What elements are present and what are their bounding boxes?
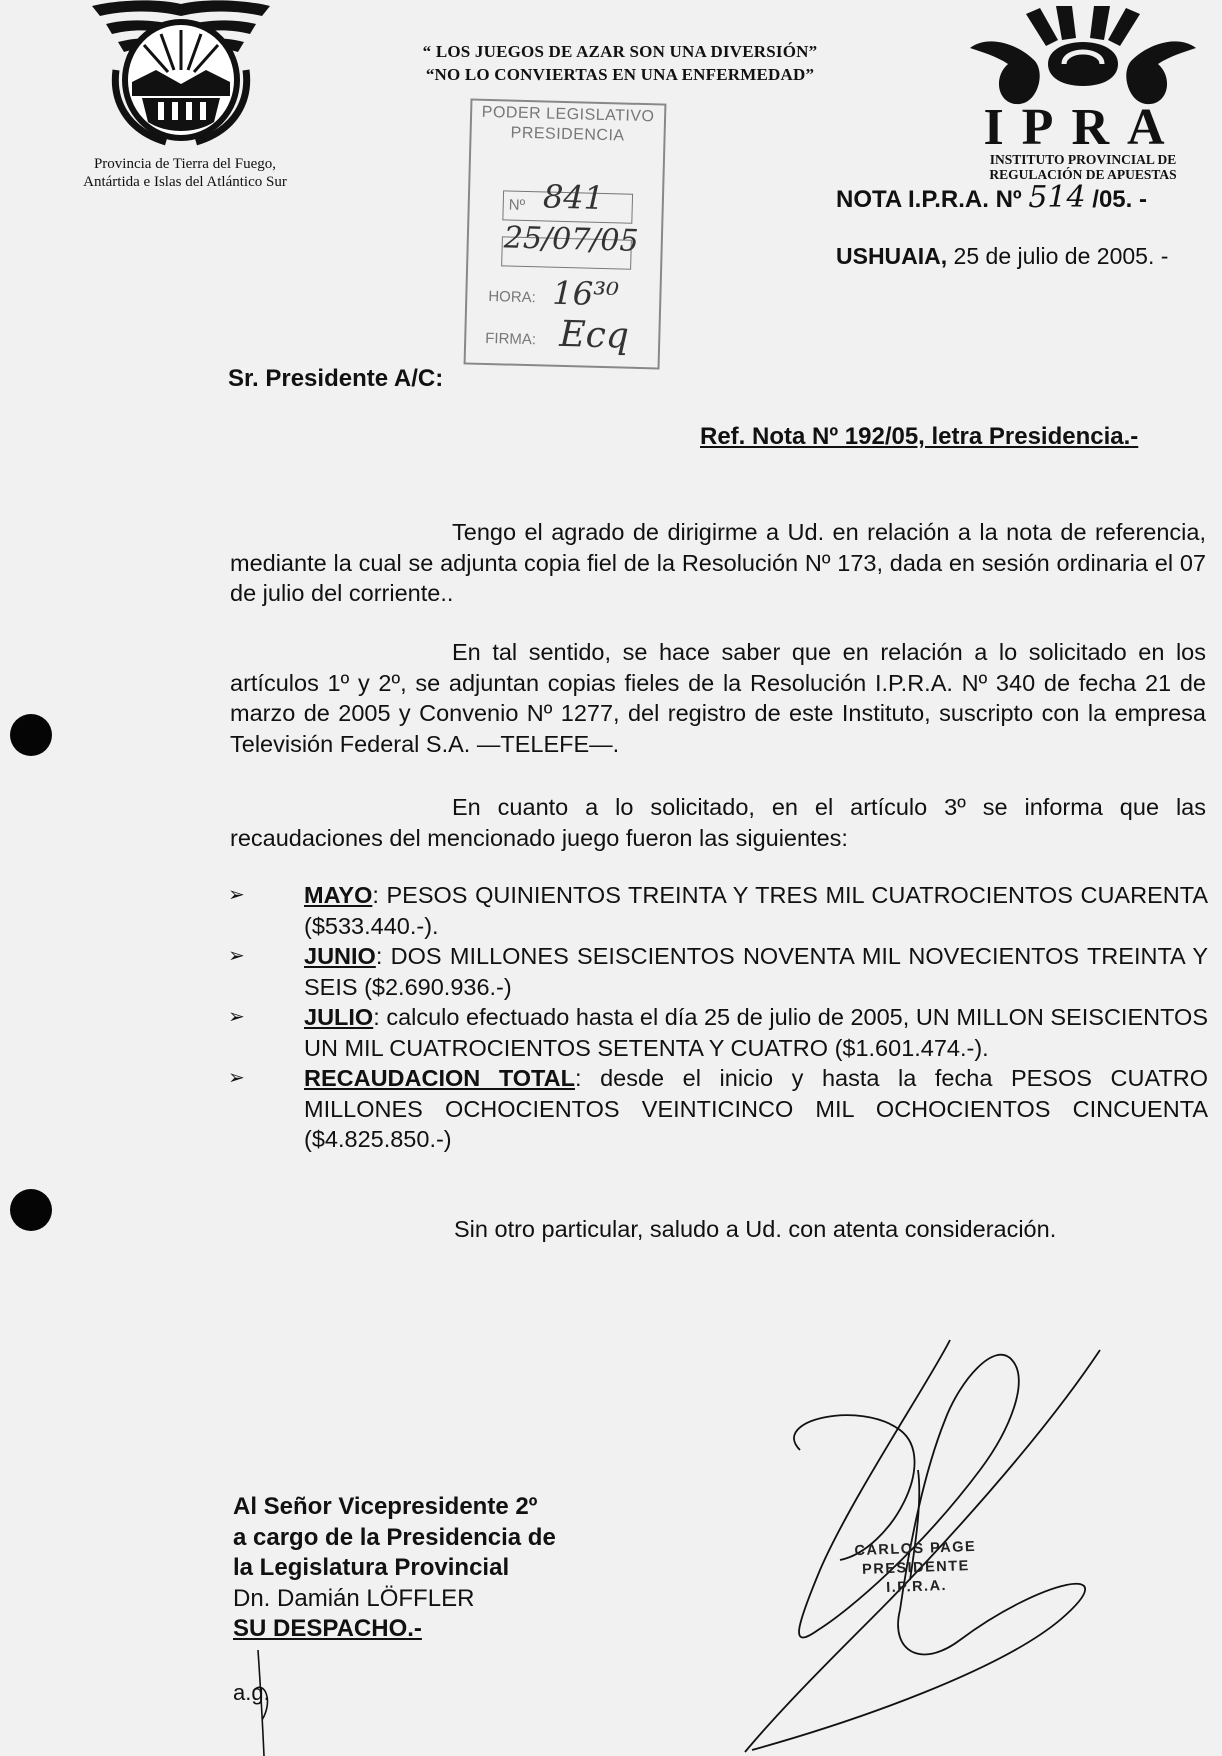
arrow-bullet-icon: ➢ xyxy=(228,1067,245,1089)
province-caption xyxy=(50,155,320,191)
list-item-text: : desde el inicio y hasta la fecha PESOS CUATRO MILLONES OCHOCIENTOS VEINTICINCO MIL OCHOCIENTOS CINCUENTA ($4.825.850.-) xyxy=(304,1065,1208,1152)
slogan-line-1: “ LOS JUEGOS DE AZAR SON UNA DIVERSIÓN” xyxy=(422,42,818,61)
punch-hole-top xyxy=(10,714,52,756)
punch-hole-bottom xyxy=(10,1189,52,1231)
province-caption-line-1: Provincia de Tierra del Fuego, xyxy=(93,156,277,172)
slogan xyxy=(360,40,880,86)
addressee-block xyxy=(233,1492,556,1645)
paragraph-3: En cuanto a lo solicitado, en el artículo 3º se informa que las recaudaciones del mencionado juego fueron las siguientes: xyxy=(230,794,1206,851)
typist-initials: a.g. xyxy=(233,1680,270,1705)
date: 25 de julio de 2005. - xyxy=(947,243,1169,269)
reception-stamp xyxy=(463,97,668,370)
nota-prefix: NOTA I.P.R.A. Nº xyxy=(836,186,1022,213)
paragraph-1: Tengo el agrado de dirigirme a Ud. en relación a la nota de referencia, mediante la cual se adjunta copia fiel de la Resolución Nº 173, dada en sesión ordinaria el 07 de julio del corriente.. xyxy=(230,519,1206,606)
list-item-total xyxy=(228,1063,1208,1155)
stamp-firma-value: Ecq xyxy=(558,313,630,357)
salutation: Sr. Presidente A/C: xyxy=(228,365,444,392)
stamp-hora-label: HORA: xyxy=(488,288,537,307)
closing-line: Sin otro particular, saludo a Ud. con atenta consideración. xyxy=(454,1216,1057,1242)
slogan-line-2: “NO LO CONVIERTAS EN UNA ENFERMEDAD” xyxy=(425,65,815,84)
stamp-date-value: 25/07/05 xyxy=(503,220,640,259)
list-item-text: : DOS MILLONES SEISCIENTOS NOVENTA MIL NOVECIENTOS TREINTA Y SEIS ($2.690.936.-) xyxy=(304,943,1208,1000)
initials-pen-stroke xyxy=(244,1650,284,1756)
paragraph-2: En tal sentido, se hace saber que en relación a lo solicitado en los artículos 1º y 2º, se adjuntan copias fieles de la Resolución I.P.R.A. Nº 340 de fecha 21 de marzo de 2005 y Convenio Nº 1277, del registro de este Instituto, suscripto con la empresa Televisión Federal S.A. —TELEFE—. xyxy=(230,639,1206,757)
reference-line: Ref. Nota Nº 192/05, letra Presidencia.- xyxy=(700,423,1139,450)
list-item-text: : PESOS QUINIENTOS TREINTA Y TRES MIL CUATROCIENTOS CUARENTA ($533.440.-). xyxy=(304,882,1208,939)
addressee-line-1: Al Señor Vicepresidente 2º xyxy=(233,1493,538,1520)
addressee-line-4: Dn. Damián LÖFFLER xyxy=(233,1584,475,1612)
list-item-key: RECAUDACION TOTAL xyxy=(304,1065,575,1091)
place-date xyxy=(836,243,1168,270)
stamp-firma-label: FIRMA: xyxy=(485,329,537,349)
arrow-bullet-icon: ➢ xyxy=(228,1006,245,1028)
arrow-bullet-icon: ➢ xyxy=(228,884,245,906)
signature-stamp xyxy=(835,1537,997,1600)
signature-stamp-org: I.P.R.A. xyxy=(885,1577,948,1597)
province-crest-logo xyxy=(86,0,276,150)
addressee-line-5: SU DESPACHO.- xyxy=(233,1615,422,1642)
stamp-number-label: Nº xyxy=(508,196,526,214)
ipra-acronym: IPRA xyxy=(983,99,1183,156)
stamp-heading-1: PODER LEGISLATIVO xyxy=(481,103,655,126)
list-item-julio xyxy=(228,1002,1208,1063)
ipra-fullname-line-2: REGULACIÓN DE APUESTAS xyxy=(989,167,1177,182)
stamp-hora-value: 16³⁰ xyxy=(551,273,620,314)
ipra-logo xyxy=(968,4,1198,109)
list-item-text: : calculo efectuado hasta el día 25 de julio de 2005, UN MILLON SEISCIENTOS UN MIL CUATROCIENTOS SETENTA Y CUATRO ($1.601.474.-). xyxy=(304,1004,1208,1061)
addressee-line-2: a cargo de la Presidencia de xyxy=(233,1523,556,1551)
ipra-fullname-line-1: INSTITUTO PROVINCIAL DE xyxy=(989,152,1177,167)
nota-suffix: /05. - xyxy=(1092,186,1147,213)
nota-number-line xyxy=(836,180,1206,215)
collection-list xyxy=(228,880,1208,1155)
stamp-number-value: 841 xyxy=(542,177,605,218)
list-item-key: MAYO xyxy=(304,882,373,908)
signature-stamp-title: PRESIDENTE xyxy=(861,1558,971,1578)
list-item-junio xyxy=(228,941,1208,1002)
nota-number: 514 xyxy=(1028,180,1086,215)
arrow-bullet-icon: ➢ xyxy=(228,945,245,967)
stamp-heading-2: PRESIDENCIA xyxy=(510,124,625,145)
list-item-key: JUNIO xyxy=(304,943,376,969)
list-item-mayo xyxy=(228,880,1208,941)
signature-stamp-name: CARLOS PAGE xyxy=(854,1538,977,1560)
ipra-fullname xyxy=(970,152,1196,182)
place: USHUAIA, xyxy=(836,243,948,269)
list-item-key: JULIO xyxy=(304,1004,374,1030)
addressee-line-3: la Legislatura Provincial xyxy=(233,1554,510,1581)
province-caption-line-2: Antártida e Islas del Atlántico Sur xyxy=(83,174,287,190)
